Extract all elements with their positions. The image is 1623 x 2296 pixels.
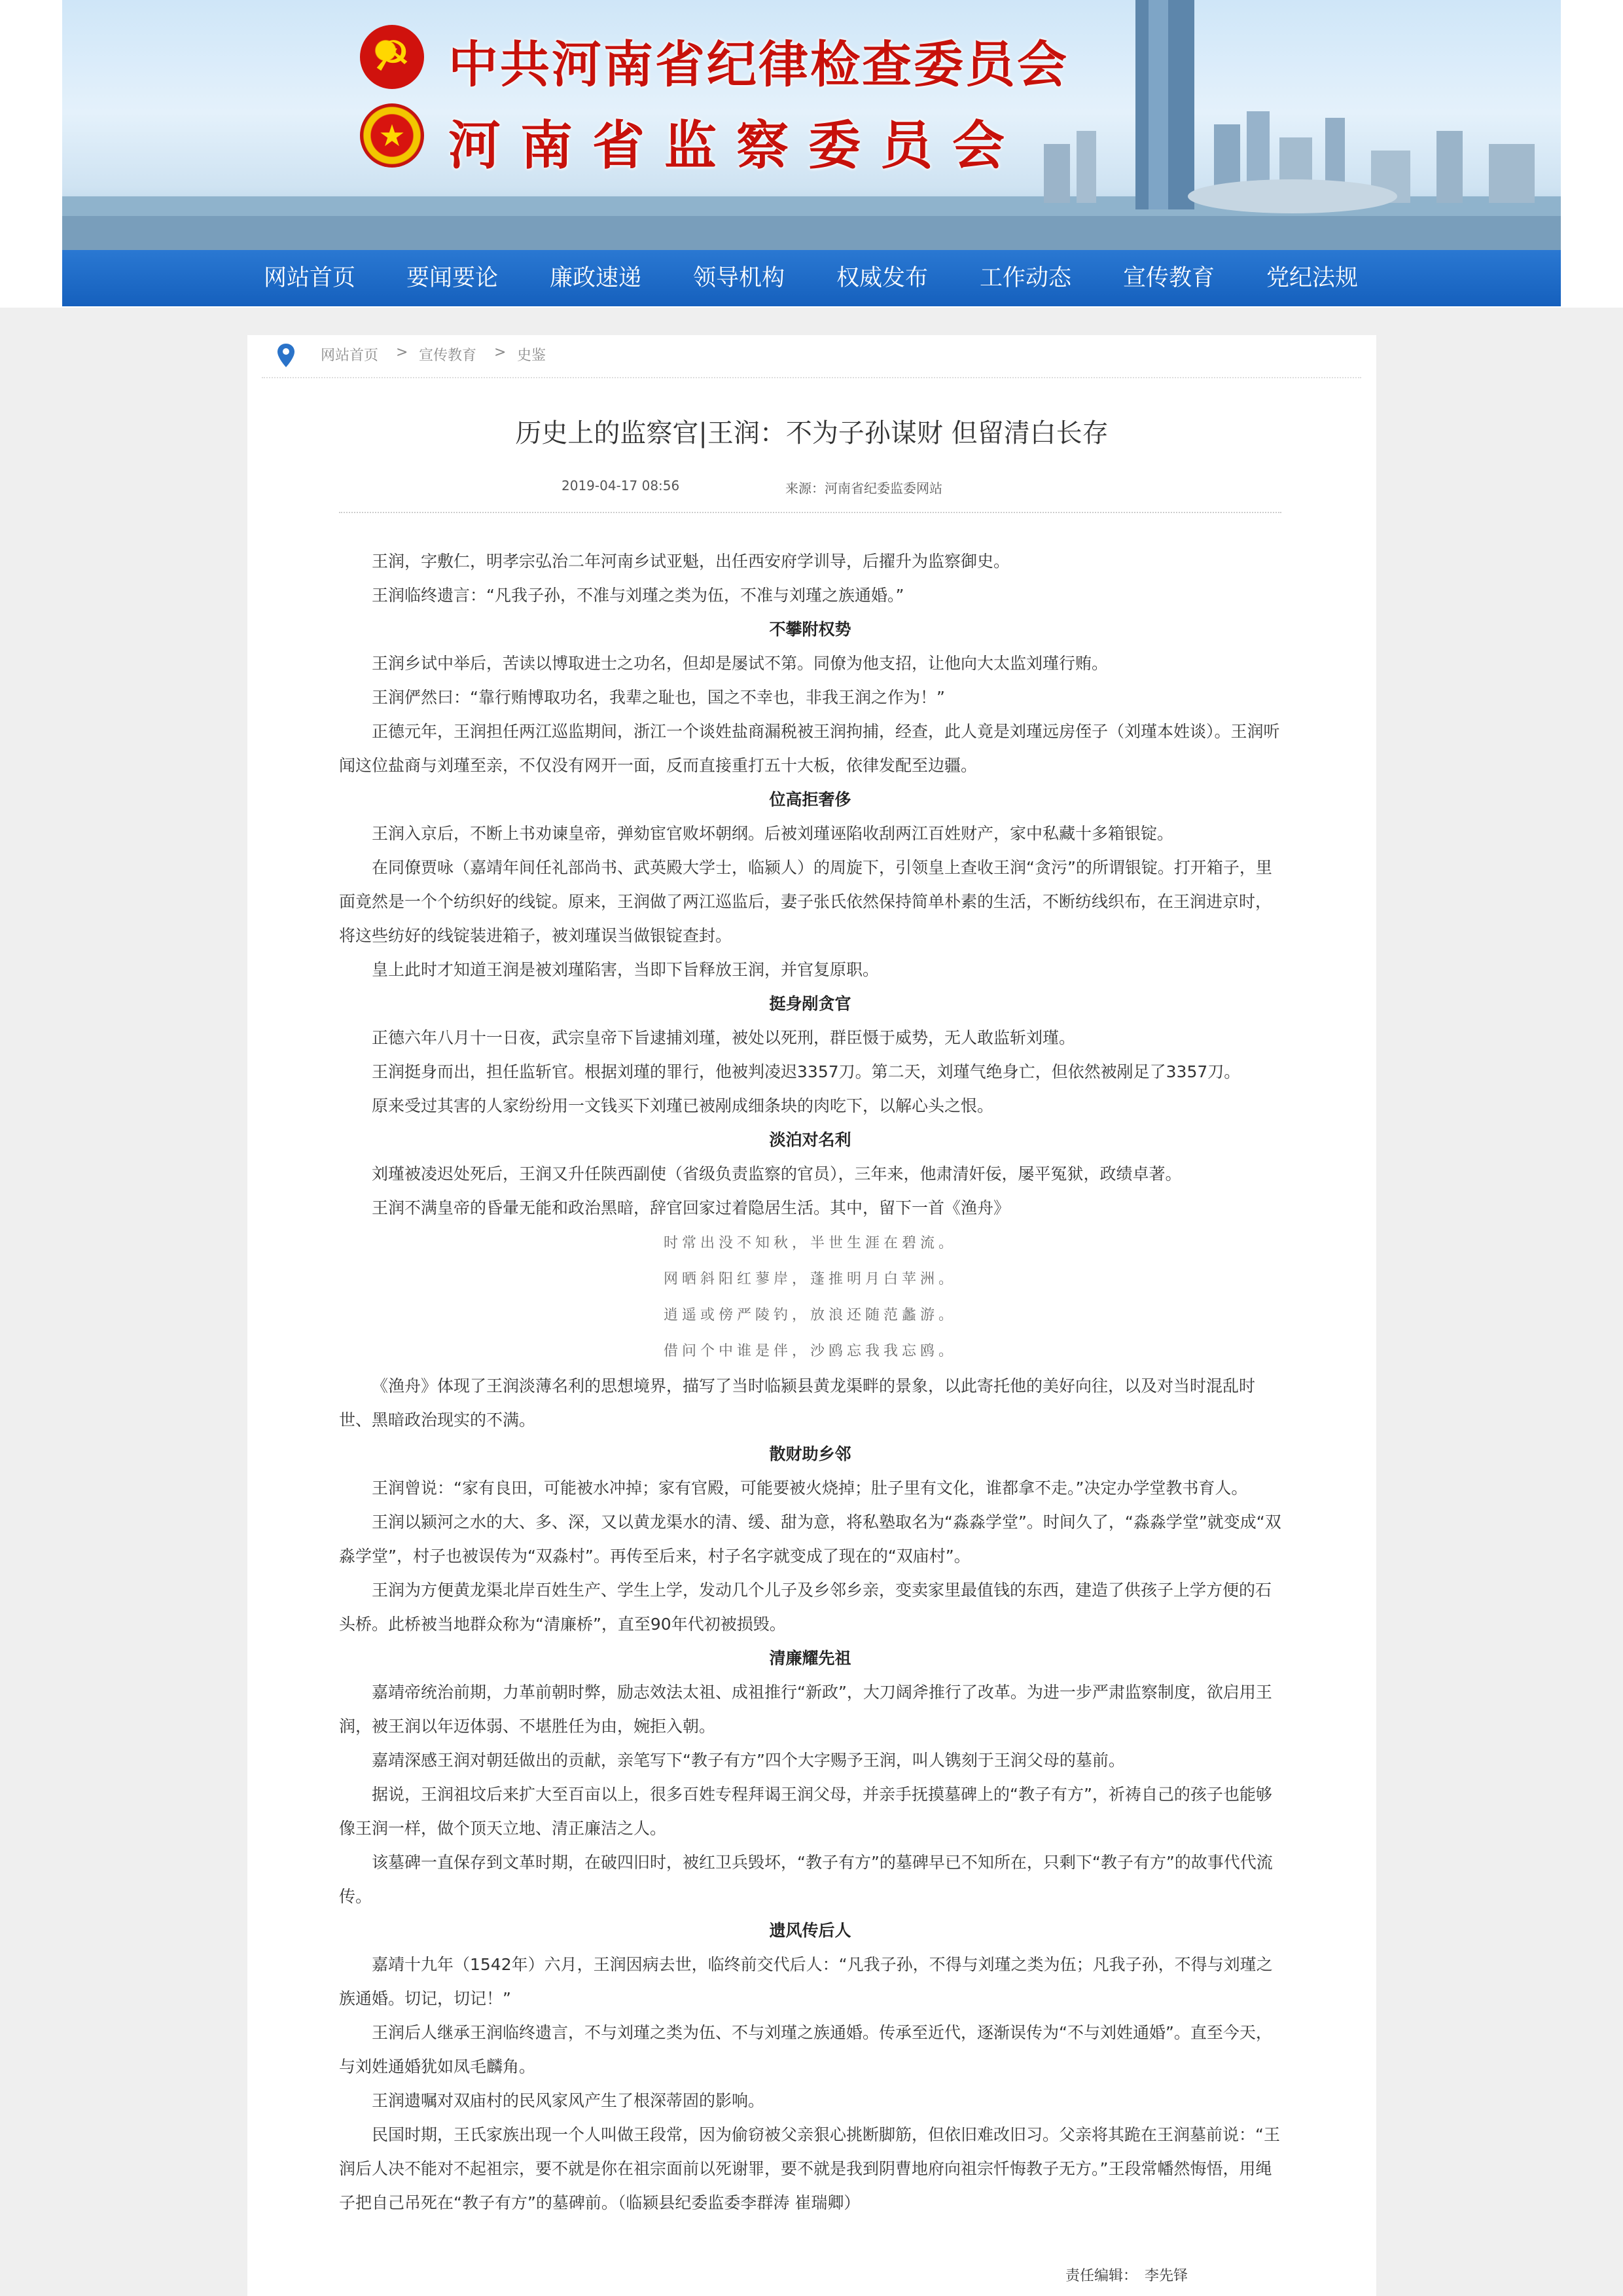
nav-item-leadership[interactable]: 领导机构 [693, 265, 785, 291]
article-paragraph: 王润俨然曰：“靠行贿博取功名，我辈之耻也，国之不幸也，非我王润之作为！” [372, 688, 945, 707]
poem-line: 借问个中谁是伴，沙鸥忘我我忘鸥。 [663, 1343, 957, 1359]
main-nav [62, 250, 1561, 306]
article-paragraph: 王润曾说：“家有良田，可能被水冲掉；家有官殿，可能要被火烧掉；肚子里有文化，谁都拿不走。”决定办学堂教书育人。 [372, 1479, 1248, 1498]
article-body [339, 545, 1281, 2220]
article-paragraph: 王润，字敷仁，明孝宗弘治二年河南乡试亚魁，出任西安府学训导，后擢升为监察御史。 [372, 552, 1010, 571]
site-header-banner [62, 0, 1561, 250]
article-paragraph: 民国时期，王氏家族出现一个人叫做王段常，因为偷窃被父亲狠心挑断脚筋，但依旧难改旧习。父亲将其跪在王润墓前说：“王润后人决不能对不起祖宗，要不就是你在祖宗面前以死谢罪，要不就是我到阴曹地府向祖宗忏悔教子无方。”王段常幡然悔悟，用绳子把自己吊死在“教子有方”的墓碑前。（临颍县纪委监委李群涛 崔瑞卿） [339, 2125, 1280, 2212]
article-paragraph: 王润后人继承王润临终遗言，不与刘瑾之类为伍、不与刘瑾之族通婚。传承至近代，逐渐误传为“不与刘姓通婚”。直至今天，与刘姓通婚犹如凤毛麟角。 [339, 2023, 1272, 2076]
article-paragraph: 该墓碑一直保存到文革时期，在破四旧时，被红卫兵毁坏，“教子有方”的墓碑早已不知所在，只剩下“教子有方”的故事代代流传。 [339, 1853, 1273, 1906]
breadcrumb-section-link[interactable]: 宣传教育 [419, 348, 477, 364]
section-heading: 位高拒奢侈 [769, 790, 851, 809]
nav-item-work-updates[interactable]: 工作动态 [980, 265, 1072, 291]
article-paragraph: 嘉靖十九年（1542年）六月，王润因病去世，临终前交代后人：“凡我子孙，不得与刘瑾之类为伍；凡我子孙，不得与刘瑾之族通婚。切记，切记！” [339, 1955, 1273, 2008]
article-paragraph: 正德元年，王润担任两江巡监期间，浙江一个谈姓盐商漏税被王润拘捕，经查，此人竟是刘瑾远房侄子（刘瑾本姓谈）。王润听闻这位盐商与刘瑾至亲，不仅没有网开一面，反而直接重打五十大板，依律发配至边疆。 [339, 722, 1280, 775]
party-emblem-icon: ☭ [360, 25, 424, 89]
article-paragraph: 据说，王润祖坟后来扩大至百亩以上，很多百姓专程拜谒王润父母，并亲手抚摸墓碑上的“教子有方”，祈祷自己的孩子也能够像王润一样，做个顶天立地、清正廉洁之人。 [339, 1785, 1272, 1838]
article-paragraph: 刘瑾被凌迟处死后，王润又升任陕西副使（省级负责监察的官员），三年来，他肃清奸佞，屡平冤狱，政绩卓著。 [372, 1164, 1182, 1183]
article-paragraph: 王润乡试中举后，苦读以博取进士之功名，但却是屡试不第。同僚为他支招，让他向大太监刘瑾行贿。 [372, 654, 1109, 673]
responsible-editor: 责任编辑： 李先铎 [1065, 2268, 1188, 2284]
nav-item-news[interactable]: 要闻要论 [406, 265, 499, 291]
location-pin-icon [276, 343, 296, 368]
article-paragraph: 嘉靖帝统治前期，力革前朝时弊，励志效法太祖、成祖推行“新政”，大刀阔斧推行了改革。为进一步严肃监察制度，欲启用王润，被王润以年迈体弱、不堪胜任为由，婉拒入朝。 [339, 1683, 1272, 1736]
article-paragraph: 王润临终遗言：“凡我子孙，不准与刘瑾之类为伍，不准与刘瑾之族通婚。” [372, 586, 904, 605]
breadcrumb [262, 335, 1361, 378]
nav-item-education[interactable]: 宣传教育 [1123, 265, 1215, 291]
article-paragraph: 《渔舟》体现了王润淡薄名利的思想境界，描写了当时临颍县黄龙渠畔的景象，以此寄托他的美好向往，以及对当时混乱时世、黑暗政治现实的不满。 [339, 1376, 1256, 1429]
section-heading: 遗风传后人 [769, 1921, 851, 1940]
poem-line: 时常出没不知秋，半世生涯在碧流。 [663, 1235, 957, 1251]
nav-item-regulations[interactable]: 党纪法规 [1266, 265, 1359, 291]
section-heading: 不攀附权势 [769, 620, 851, 639]
poem-line: 逍遥或傍严陵钓，放浪还随范蠡游。 [663, 1307, 957, 1323]
nav-item-releases[interactable]: 权威发布 [836, 265, 929, 291]
article-paragraph: 皇上此时才知道王润是被刘瑾陷害，当即下旨释放王润，并官复原职。 [372, 960, 880, 979]
article-source: 来源：河南省纪委监委网站 [785, 480, 942, 496]
section-heading: 散财助乡邻 [769, 1444, 851, 1463]
supervision-commission-title: 河南省监察委员会 [448, 115, 1024, 176]
breadcrumb-home-link[interactable]: 网站首页 [321, 348, 379, 364]
article-paragraph: 王润入京后，不断上书劝谏皇帝，弹劾宦官败坏朝纲。后被刘瑾诬陷收刮两江百姓财产，家中私藏十多箱银锭。 [372, 824, 1174, 843]
article-date: 2019-04-17 08:56 [562, 478, 680, 493]
article-paragraph: 王润以颍河之水的大、多、深，又以黄龙渠水的清、缓、甜为意，将私塾取名为“淼淼学堂”。时间久了，“淼淼学堂”就变成“双淼学堂”，村子也被误传为“双淼村”。再传至后来，村子名字就变成了现在的“双庙村”。 [339, 1513, 1281, 1566]
article-paragraph: 王润遗嘱对双庙村的民风家风产生了根深蒂固的影响。 [372, 2091, 765, 2110]
article-paragraph: 王润不满皇帝的昏暈无能和政治黑暗，辞官回家过着隐居生活。其中，留下一首《渔舟》 [372, 1198, 1010, 1217]
section-heading: 淡泊对名利 [769, 1130, 851, 1149]
article-title: 历史上的监察官|王润：不为子孙谋财 但留清白长存 [515, 418, 1109, 448]
cpc-commission-title: 中共河南省纪律检查委员会 [448, 35, 1069, 94]
article-paragraph: 在同僚贾咏（嘉靖年间任礼部尚书、武英殿大学士，临颍人）的周旋下，引领皇上查收王润“贪污”的所谓银锭。打开箱子，里面竟然是一个个纺织好的线锭。原来，王润做了两江巡监后，妻子张氏依然保持简单朴素的生活，不断纺线织布，在王润进京时，将这些纺好的线锭装进箱子，被刘瑾误当做银锭查封。 [339, 858, 1272, 945]
section-heading: 清廉耀先祖 [769, 1649, 851, 1668]
breadcrumb-current[interactable]: 史鉴 [517, 348, 546, 364]
article-container [247, 335, 1376, 2296]
poem-line: 网晒斜阳红蓼岸，蓬推明月白苹洲。 [663, 1271, 957, 1287]
article-paragraph: 原来受过其害的人家纷纷用一文钱买下刘瑾已被剐成细条块的肉吃下，以解心头之恨。 [372, 1096, 994, 1115]
article-paragraph: 王润挺身而出，担任监斩官。根据刘瑾的罪行，他被判凌迟3357刀。第二天，刘瑾气绝身亡，但依然被剐足了3357刀。 [372, 1062, 1241, 1081]
article-paragraph: 正德六年八月十一日夜，武宗皇帝下旨逮捕刘瑾，被处以死刑，群臣慑于威势，无人敢监斩刘瑾。 [372, 1028, 1076, 1047]
article-paragraph: 嘉靖深感王润对朝廷做出的贡献，亲笔写下“教子有方”四个大字赐予王润，叫人镌刻于王润父母的墓前。 [372, 1751, 1125, 1770]
nav-item-home[interactable]: 网站首页 [264, 265, 356, 291]
breadcrumb-separator: > [494, 344, 507, 361]
title-divider [339, 512, 1281, 513]
national-emblem-icon: ★ [360, 103, 424, 168]
section-heading: 挺身剐贪官 [769, 994, 851, 1013]
nav-item-integrity-express[interactable]: 廉政速递 [550, 265, 642, 291]
article-paragraph: 王润为方便黄龙渠北岸百姓生产、学生上学，发动几个儿子及乡邻乡亲，变卖家里最值钱的东西，建造了供孩子上学方便的石头桥。此桥被当地群众称为“清廉桥”，直至90年代初被损毁。 [339, 1581, 1272, 1634]
breadcrumb-separator: > [396, 344, 408, 361]
